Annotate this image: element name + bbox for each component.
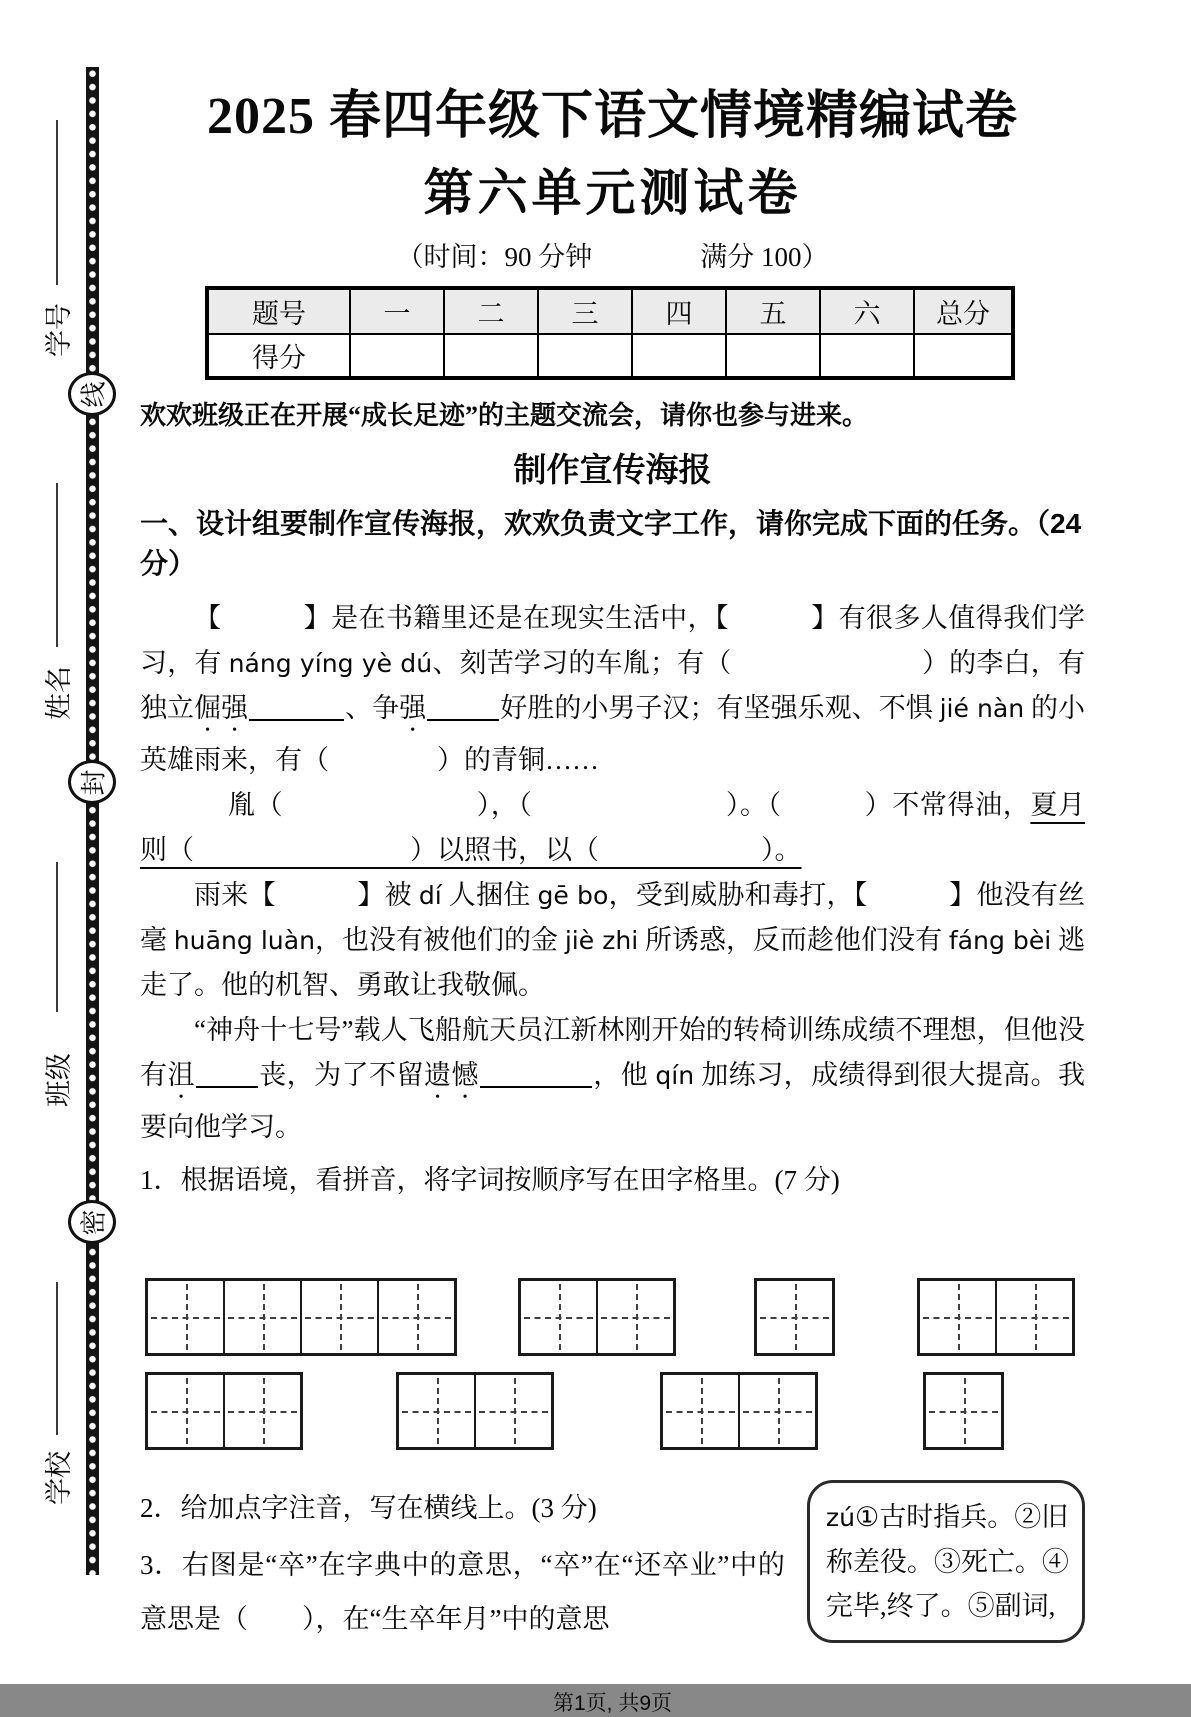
poster-heading: 制作宣传海报	[513, 451, 712, 488]
seal-circle-line	[68, 372, 116, 416]
grid-row	[140, 1278, 1085, 1356]
text-run: 是在书籍里还是在现实生活中，	[331, 603, 716, 633]
school-label: 学校	[44, 1451, 74, 1505]
text-run: qín	[655, 1061, 695, 1090]
text-run: náng yíng yè dú	[228, 649, 433, 678]
question-1: 1．根据语境，看拼音，将字词按顺序写在田字格里。(7 分)	[140, 1165, 840, 1195]
text-run: 他没有丝毫	[140, 880, 1086, 955]
score-table-header: 四	[632, 288, 726, 334]
school-write-line	[56, 1282, 58, 1435]
answer-blank	[196, 1086, 258, 1088]
score-table-header: 六	[820, 288, 914, 334]
tianzige-cell	[474, 1375, 551, 1447]
score-table-corner: 题号	[207, 288, 350, 334]
score-cell	[632, 334, 726, 378]
text-run: fáng bèi	[948, 926, 1052, 955]
section-one-task: 一、设计组要制作宣传海报，欢欢负责文字工作，请你完成下面的任务。（24 分）	[140, 508, 1082, 579]
tianzige-cell	[223, 1375, 300, 1447]
text-run: 3．右图是“卒”在字典中的意思，“卒”在“还卒业”中的意思是（ ），在“生卒年月”中的意思	[140, 1550, 785, 1634]
tianzige-cell	[399, 1375, 474, 1447]
grid-group	[145, 1372, 303, 1450]
text-run: 倔强	[194, 693, 249, 723]
class-write-line	[56, 862, 58, 1012]
text-run: zú	[825, 1503, 856, 1532]
passage-paragraph	[140, 783, 1085, 873]
page-number-footer: 第1页, 共9页	[552, 1692, 673, 1715]
tianzige-cell	[757, 1281, 832, 1353]
passage-paragraph	[140, 873, 1085, 1008]
text-run: 【 】	[248, 880, 385, 910]
text-run: 遗憾	[423, 1060, 479, 1090]
question-2-3-block	[140, 1480, 1085, 1673]
seal-char-feng: 封	[79, 768, 109, 796]
score-cell	[820, 334, 914, 378]
answer-blank	[249, 719, 344, 721]
text-run: “神舟十七号”载人飞船航天员江新林刚开始的转椅训练成绩不理想，但他没有	[140, 1015, 1085, 1090]
text-run: ①古时指兵。②旧称差役。③死亡。④完毕,终了。⑤副词,	[825, 1502, 1069, 1621]
score-cell	[444, 334, 538, 378]
tianzige-cell	[663, 1375, 738, 1447]
text-run: 沮	[167, 1060, 195, 1090]
answer-blank	[480, 1086, 592, 1088]
grid-row	[140, 1372, 1085, 1450]
text-run: 加练习，成绩得到很大提高。我要向他学习。	[140, 1060, 1086, 1142]
tianzige-cell	[596, 1281, 673, 1353]
seal-char-line: 线	[79, 380, 109, 408]
passage-paragraph	[140, 596, 1085, 783]
text-run: 有很多人值得我们学习，有	[140, 603, 1085, 678]
tianzige-cell	[521, 1281, 596, 1353]
text-run: ，他	[592, 1060, 656, 1090]
tianzige-cell	[148, 1375, 223, 1447]
student-id-write-line	[56, 120, 58, 285]
text-run: 雨来	[194, 880, 249, 910]
scenario-intro: 欢欢班级正在开展“成长足迹”的主题交流会，请你也参与进来。	[140, 401, 869, 430]
grid-group	[660, 1372, 818, 1450]
tianzige-cell	[995, 1281, 1072, 1353]
grid-group	[754, 1278, 835, 1356]
answer-blank	[427, 719, 499, 721]
seal-circle-mi	[68, 1200, 116, 1244]
text-run: 【 】	[194, 603, 332, 633]
text-run: dí	[418, 881, 442, 910]
grid-group	[923, 1372, 1004, 1450]
student-id-label: 学号	[44, 303, 74, 357]
seal-char-mi: 密	[79, 1208, 109, 1236]
score-table-header: 五	[726, 288, 820, 334]
grid-group	[145, 1278, 457, 1356]
score-table-header: 一	[350, 288, 444, 334]
score-cell	[538, 334, 632, 378]
class-label: 班级	[44, 1053, 74, 1107]
text-run: 【 】	[715, 603, 839, 633]
tianzige-cell	[223, 1281, 300, 1353]
question-2: 2．给加点字注音，写在横线上。(3 分)	[140, 1493, 597, 1523]
grid-group	[518, 1278, 676, 1356]
text-run: 强	[399, 693, 427, 723]
passage-paragraph	[140, 1008, 1085, 1150]
name-write-line	[56, 483, 58, 647]
character-grid-area	[140, 1278, 1085, 1450]
text-run: 胤（ ），（ ）。（ ）不常得油，	[228, 790, 1031, 820]
text-run: ，也没有被他们的金	[315, 925, 565, 955]
score-cell	[350, 334, 444, 378]
text-run: 夏月则（ ）以照书，以（ ）。	[140, 790, 1085, 865]
score-table-header: 二	[444, 288, 538, 334]
score-cell	[726, 334, 820, 378]
question-2-3-text	[140, 1480, 785, 1673]
grid-group	[396, 1372, 554, 1450]
text-run: jiè zhi	[564, 926, 639, 955]
score-table-header: 总分	[914, 288, 1013, 334]
seal-dotted-band	[86, 67, 99, 1575]
paper-title: 2025 春四年级下语文情境精编试卷	[206, 88, 1018, 145]
name-label: 姓名	[44, 666, 74, 720]
text-run: 丧，为了不留	[258, 1060, 424, 1090]
unit-title: 第六单元测试卷	[423, 165, 802, 221]
text-run: 、刻苦学习的车胤；有（ ）的李白，有独立	[140, 648, 1085, 723]
score-table	[205, 286, 1015, 380]
text-run: 人捆住	[441, 880, 538, 910]
score-row-label: 得分	[207, 334, 350, 378]
text-run: 被	[384, 880, 419, 910]
text-run: 的小英雄雨来，有（ ）的青铜……	[140, 693, 1086, 775]
seal-circle-feng	[68, 760, 116, 804]
score-table-header: 三	[538, 288, 632, 334]
main-content	[140, 0, 1085, 1717]
text-run: 逃走了。他的机智、勇敢让我敬佩。	[140, 925, 1086, 1000]
time-score-meta: （时间：90 分钟 满分 100）	[396, 242, 829, 272]
tianzige-cell	[300, 1281, 377, 1353]
text-run: jié nàn	[939, 694, 1025, 723]
text-run: 【 】	[853, 880, 977, 910]
tianzige-cell	[377, 1281, 454, 1353]
grid-group	[917, 1278, 1075, 1356]
tianzige-cell	[926, 1375, 1001, 1447]
question-3	[140, 1538, 785, 1646]
tianzige-cell	[920, 1281, 995, 1353]
tianzige-cell	[738, 1375, 815, 1447]
tianzige-cell	[148, 1281, 223, 1353]
text-run: 好胜的小男子汉；有坚强乐观、不惧	[500, 693, 940, 723]
text-run: 、争	[345, 693, 400, 723]
dictionary-entry-box	[807, 1480, 1085, 1643]
text-run: ，受到威胁和毒打，	[608, 880, 854, 910]
text-run: huāng luàn	[173, 926, 316, 955]
text-run: gē bo	[537, 881, 609, 910]
score-cell	[914, 334, 1013, 378]
text-run: 所诱惑，反而趁他们没有	[638, 925, 949, 955]
